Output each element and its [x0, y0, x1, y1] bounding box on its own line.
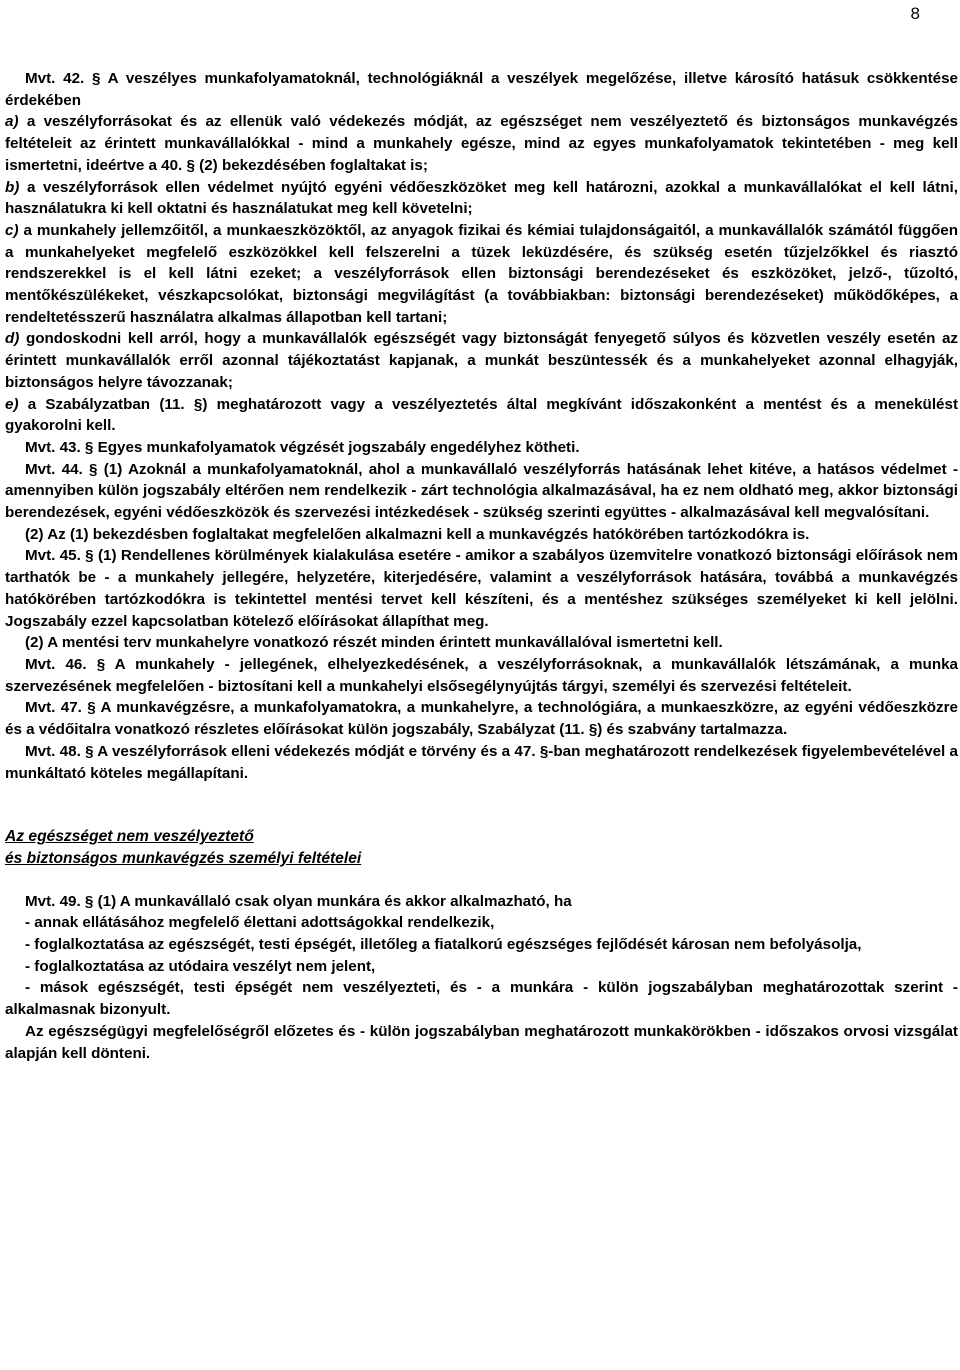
section-heading-line-1: Az egészséget nem veszélyeztető	[5, 828, 254, 846]
paragraph-42-d	[5, 328, 958, 393]
item-label-e: e)	[5, 395, 19, 413]
paragraph-mvt-44-2: (2) Az (1) bekezdésben foglaltakat megfelelően alkalmazni kell a munkavégzés hatókörében tartózkodókra is.	[25, 525, 810, 543]
paragraph-42-a	[5, 111, 958, 176]
paragraph-mvt-47: Mvt. 47. § A munkavégzésre, a munkafolyamatokra, a munkahelyre, a technológiára, a munkaeszközre, az egyéni védőeszközre és a védőitalra vonatkozó részletes előírásokat külön jogszabály, Szabályzat (11. §) és szabvány tartalmazza.	[5, 699, 958, 739]
paragraph-mvt-48: Mvt. 48. § A veszélyforrások elleni védekezés módját e törvény és a 47. §-ban meghatározott rendelkezések figyelembevételével a munkáltató köteles megállapítani.	[5, 742, 958, 782]
paragraph-mvt-42: Mvt. 42. § A veszélyes munkafolyamatoknál, technológiáknál a veszélyek megelőzése, illetve károsító hatásuk csökkentése érdekében	[5, 70, 958, 109]
paragraph-42-e-text: a Szabályzatban (11. §) meghatározott vagy a veszélyeztetés által megkívánt időszakonként a mentést és a menekülést gyakorolni kell.	[5, 395, 958, 435]
paragraph-42-b	[5, 177, 958, 220]
item-label-d: d)	[5, 330, 20, 348]
paragraph-mvt-43: Mvt. 43. § Egyes munkafolyamatok végzését jogszabály engedélyhez kötheti.	[25, 438, 580, 456]
paragraph-42-b-text: a veszélyforrások ellen védelmet nyújtó egyéni védőeszközöket meg kell határozni, azokkal a munkavállalókat el kell látni, használatukra ki kell oktatni és használatukat meg kell követelni;	[5, 178, 958, 218]
page-number: 8	[910, 4, 920, 23]
paragraph-mvt-46: Mvt. 46. § A munkahely - jellegének, elhelyezkedésének, a veszélyforrásoknak, a munkavállalók létszámának, a munka szervezésének megfelelően - biztosítani kell a munkahelyi elsősegélynyújtás tárgyi, személyi és szervezési feltételeit.	[5, 655, 958, 695]
list-item-49-4: - mások egészségét, testi épségét nem veszélyezteti, és - a munkára - külön jogszabályban meghatározottak szerint - alkalmasnak bizonyult.	[5, 979, 958, 1019]
paragraph-42-c-text: a munkahely jellemzőitől, a munkaeszközöktől, az anyagok fizikai és kémiai tulajdonságaitól, a munkavállalók számától függően a munkahelyeket megfelelő eszközökkel kell felszerelni a tüzek leküzdésére, és szükség esetén tűzjelzőkkel és riasztó rendszerekkel is el kell látni ezeket; a veszélyforrások ellen biztonsági berendezéseket és eszközöket, jelző-, tűzoltó, mentőkészülékeket, vészkapcsolókat, biztonsági megvilágítást (a továbbiakban: biztonsági berendezéseket) működőképes, a rendeltetésszerű használatra alkalmas állapotban kell tartani;	[5, 221, 958, 326]
list-item-49-1: - annak ellátásához megfelelő élettani adottságokkal rendelkezik,	[25, 914, 495, 932]
paragraph-mvt-49-health: Az egészségügyi megfelelőségről előzetes és - külön jogszabályban meghatározott munkakörökben - időszakos orvosi vizsgálat alapján kell dönteni.	[5, 1022, 958, 1062]
item-label-b: b)	[5, 178, 20, 196]
item-label-a: a)	[5, 113, 19, 131]
list-item-49-3: - foglalkoztatása az utódaira veszélyt nem jelent,	[25, 957, 376, 975]
section-spacer	[5, 784, 958, 826]
paragraph-mvt-45-1: Mvt. 45. § (1) Rendellenes körülmények kialakulása esetére - amikor a szabályos üzemvitelre vonatkozó biztonsági előírások nem tarthatók be - a munkahely jellegére, helyzetére, kiterjedésére, valamint a veszélyforrások hatására, továbbá a munkavégzés hatókörében tartózkodókra is tekintettel mentési tervet kell készíteni, és a mentéshez szükséges személyeket ki kell jelölni. Jogszabály ezzel kapcsolatban kötelező előírásokat állapíthat meg.	[5, 547, 958, 630]
paragraph-42-e	[5, 394, 958, 437]
list-item-49-2: - foglalkoztatása az egészségét, testi épségét, illetőleg a fiatalkorú egészséges fejlődését károsan nem befolyásolja,	[25, 936, 862, 954]
paragraph-mvt-49-1: Mvt. 49. § (1) A munkavállaló csak olyan munkára és akkor alkalmazható, ha	[25, 892, 572, 910]
section-spacer	[5, 870, 958, 891]
paragraph-42-a-text: a veszélyforrásokat és az ellenük való védekezés módját, az egészséget nem veszélyeztető és biztonságos munkavégzés feltételeit az érintett munkavállalókkal - mind a munkahely egésze, mind az egyes munkafolyamatok tekintetében - meg kell ismertetni, ideértve a 40. § (2) bekezdésében foglaltakat is;	[5, 113, 958, 174]
document-body	[5, 68, 958, 1064]
paragraph-mvt-44-1: Mvt. 44. § (1) Azoknál a munkafolyamatoknál, ahol a munkavállaló veszélyforrás hatásának lehet kitéve, a hatásos védelmet - amennyiben külön jogszabály eltérően nem rendelkezik - zárt technológia alkalmazásával, ha ez nem oldható meg, akkor biztonsági berendezések, egyéni védőeszközök és szervezési intézkedések - szükség szerinti együttes - alkalmazásával kell megvalósítani.	[5, 460, 958, 522]
paragraph-42-d-text: gondoskodni kell arról, hogy a munkavállalók egészségét vagy biztonságát fenyegető súlyos és közvetlen veszély esetén az érintett munkavállalók erről azonnal tájékoztatást kapjanak, a munkát beszüntessék és a munkahelyeket azonnal elhagyják, biztonságos helyre távozzanak;	[5, 330, 958, 391]
item-label-c: c)	[5, 221, 19, 239]
paragraph-mvt-45-2: (2) A mentési terv munkahelyre vonatkozó részét minden érintett munkavállalóval ismertetni kell.	[25, 634, 723, 652]
section-heading-line-2: és biztonságos munkavégzés személyi feltételei	[5, 849, 362, 867]
paragraph-42-c	[5, 220, 958, 329]
